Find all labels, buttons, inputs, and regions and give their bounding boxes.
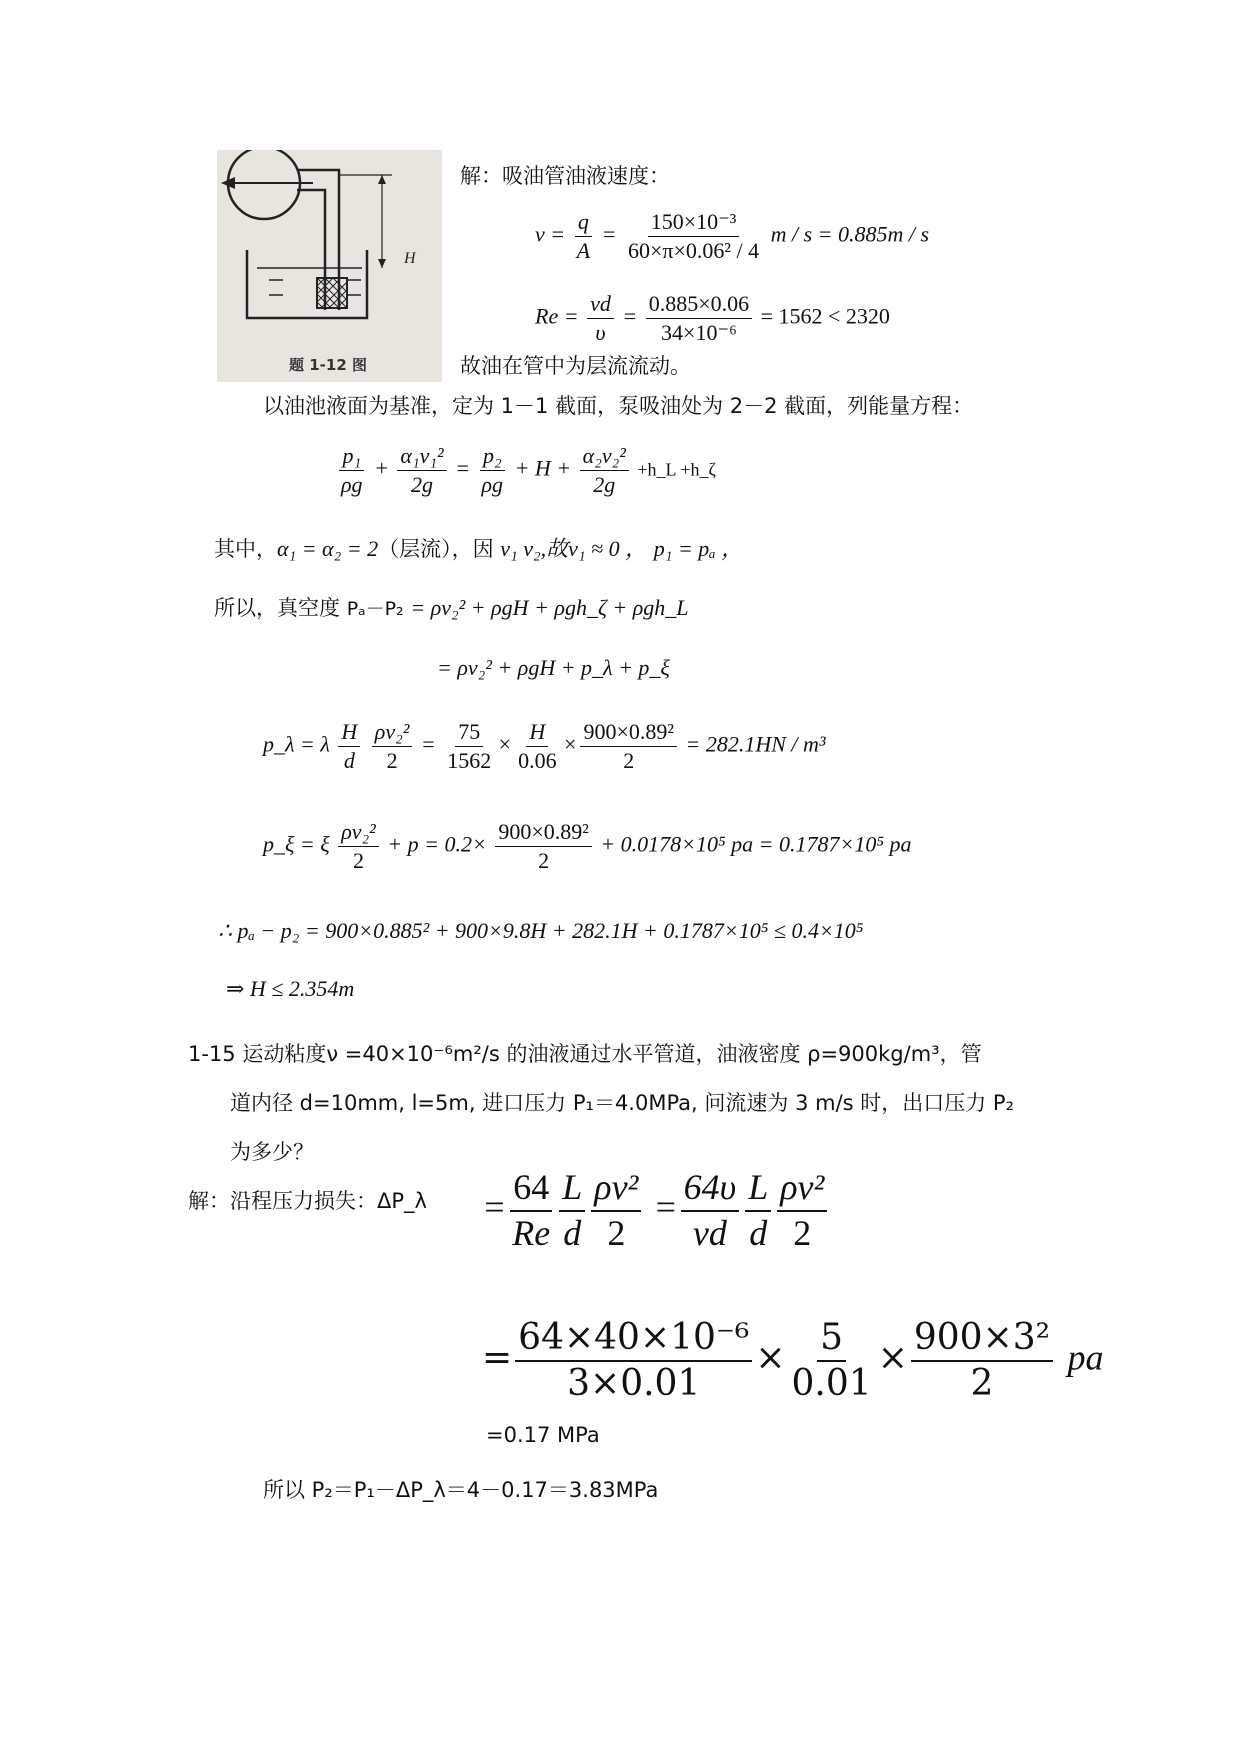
conditions-line	[214, 532, 743, 563]
problem-figure	[217, 150, 442, 382]
datum-statement: 以油池液面为基准，定为 1－1 截面，泵吸油处为 2－2 截面，列能量方程：	[263, 394, 974, 418]
frac-re-values: $\frac{0.885\times 0.06}{\text{34×10⁻⁶}}$	[646, 292, 752, 345]
alpha-eq: α₁ = α₂ = 2	[277, 536, 379, 561]
frac-vd-nu: $\frac{vd}{\upsilon}$	[587, 292, 614, 345]
solution-intro: 解：吸油管油液速度：	[460, 164, 670, 188]
height-label: H	[404, 250, 416, 267]
frac-l-d-2: $\frac{L}{d}$	[745, 1168, 771, 1253]
frac-75: $\frac{75}{1562}$	[447, 719, 492, 774]
pressure-cond: p₁ = pₐ ，	[653, 536, 744, 561]
v-result: m / s = 0.885m / s	[770, 221, 930, 247]
frac-64nu-vd: $\frac{64\upsilon}{vd}$	[681, 1168, 740, 1253]
reynolds-equation: Re = $\frac{vd}{\upsilon}$ = $\frac{0.885\times 0.06}{\text{34×10⁻⁶}}$ = 1562 < 2320	[535, 291, 890, 346]
vacuum-prefix: 所以，真空度	[214, 596, 340, 620]
vacuum-line	[214, 592, 689, 622]
frac-kinetic2: $\frac{\text{α₂v₂²}}{2g}$	[580, 444, 629, 497]
problem-line-1: 1-15 运动粘度ν =40×10⁻⁶m²/s 的油液通过水平管道，油液密度 ρ=900kg/m³，管	[188, 1042, 982, 1066]
plambda-eq: =	[420, 731, 436, 757]
frac-l-d: $\frac{L}{d}$	[559, 1168, 585, 1253]
frac-h-d: $\frac{H}{d}$	[338, 720, 360, 773]
conditions-prefix: 其中，	[214, 537, 277, 561]
problem-line-3: 为多少？	[230, 1140, 314, 1164]
v-lhs: v =	[535, 221, 566, 247]
frac-viscous: $\frac{\text{64×40×10⁻⁶}}{3\times 0.01}$	[515, 1318, 752, 1403]
vacuum-rhs: = ρv₂² + ρgH + ρgh_ζ + ρgh_L	[410, 595, 689, 620]
problem-line-2: 道内径 d=10mm, l=5m, 进口压力 P₁＝4.0MPa, 问流速为 3 m/s 时，出口压力 P₂	[230, 1091, 1015, 1115]
frac-900: $\frac{\text{900×0.89²}}{2}$	[580, 720, 677, 773]
frac-900-3: $\frac{\text{900×3²}}{2}$	[911, 1318, 1053, 1403]
plambda-lhs: p_λ = λ	[263, 731, 330, 757]
frac-rhov2-xi: $\frac{\text{ρv₂²}}{2}$	[338, 820, 379, 873]
frac-5-001: $\frac{5}{0.01}$	[791, 1317, 872, 1404]
energy-mid: + H +	[514, 455, 572, 481]
frac-rhov2: $\frac{\text{ρv₂²}}{2}$	[372, 720, 413, 773]
frac-rhov2-a: $\frac{\text{ρv²}}{2}$	[591, 1168, 641, 1253]
solution2-intro: 解：沿程压力损失：ΔP_λ	[188, 1189, 427, 1213]
frac-q-a: $\frac{q}{A}$	[576, 209, 591, 264]
re-lhs: Re =	[535, 303, 579, 329]
vacuum-line-2: = ρv₂² + ρgH + p_λ + p_ξ	[437, 655, 670, 680]
frac-900-xi: $\frac{\text{900×0.89²}}{2}$	[495, 820, 592, 873]
pxi-result: + 0.0178×10⁵ pa = 0.1787×10⁵ pa	[600, 831, 912, 857]
laminar-conclusion: 故油在管中为层流流动。	[460, 354, 691, 378]
pxi-lhs: p_ξ = ξ	[263, 831, 330, 857]
loss-equation: = $\frac{64}{Re}$ $\frac{L}{d}$ $\frac{\text{ρv²}}{2}$ = $\frac{64\upsilon}{vd}$ $\frac{L}{d}$ $\frac{\text{ρv²}}{2}$	[482, 1168, 830, 1253]
re-result: = 1562 < 2320	[760, 303, 890, 329]
frac-p2: $\frac{\text{p₂}}{\rho g}$	[481, 443, 504, 498]
frac-64-re: $\frac{64}{Re}$	[509, 1168, 553, 1253]
p-lambda-equation: p_λ = λ $\frac{H}{d}$ $\frac{\text{ρv₂²}}{2}$ = $\frac{75}{1562}$ × $\frac{H}{0.06}$ × $\frac{\text{900×0.89²}}{2}$ = 282.1HN / m³	[263, 719, 826, 774]
h-result: ⇒ H ≤ 2.354m	[226, 976, 355, 1001]
vacuum-lhs: Pₐ－P₂	[346, 598, 404, 620]
velocity-equation: v = $\frac{q}{A}$ = $\frac{\text{150×10⁻³}}{\text{60×π×0.06² / 4}}$ m / s = 0.885m / s	[535, 209, 930, 264]
laminar-note: （层流），因	[378, 537, 494, 561]
unit-pa: pa	[1067, 1337, 1104, 1378]
plambda-result: = 282.1HN / m³	[685, 731, 826, 757]
frac-h-006: $\frac{H}{0.06}$	[518, 719, 557, 774]
figure-caption: 题 1-12 图	[289, 356, 367, 374]
loss-substitution: = $\frac{\text{64×40×10⁻⁶}}{3\times 0.01}$ × $\frac{5}{0.01}$ × $\frac{\text{900×3²}}{2}$ pa	[482, 1317, 1104, 1404]
frac-p1: $\frac{\text{p₁}}{\rho g}$	[341, 443, 363, 498]
frac-kinetic1: $\frac{\text{α₁v₁²}}{2g}$	[397, 444, 446, 497]
p-xi-equation	[263, 820, 912, 873]
frac-flow-area: $\frac{\text{150×10⁻³}}{\text{60×π×0.06² / 4}}$	[627, 209, 760, 264]
inequality: ∴ pₐ − p₂ = 900×0.885² + 900×9.8H + 282.1H + 0.1787×10⁵ ≤ 0.4×10⁵	[218, 918, 864, 943]
velocity-cond: v₁ v₂,故v₁ ≈ 0 ，	[500, 536, 648, 561]
final-answer: 所以 P₂＝P₁－ΔP_λ＝4－0.17＝3.83MPa	[263, 1478, 659, 1502]
energy-equation: $\frac{\text{p₁}}{\rho g}$ + $\frac{\text{α₁v₁²}}{2g}$ = $\frac{\text{p₂}}{\rho g}$ + H + $\frac{\text{α₂v₂²}}{2g}$ +h_L +h_ζ	[335, 444, 716, 497]
frac-rhov2-b: $\frac{\text{ρv²}}{2}$	[777, 1168, 827, 1253]
loss-value: =0.17 MPa	[486, 1423, 600, 1447]
energy-losses: +h_L +h_ζ	[637, 459, 716, 480]
pxi-mid: + p = 0.2×	[387, 831, 487, 857]
